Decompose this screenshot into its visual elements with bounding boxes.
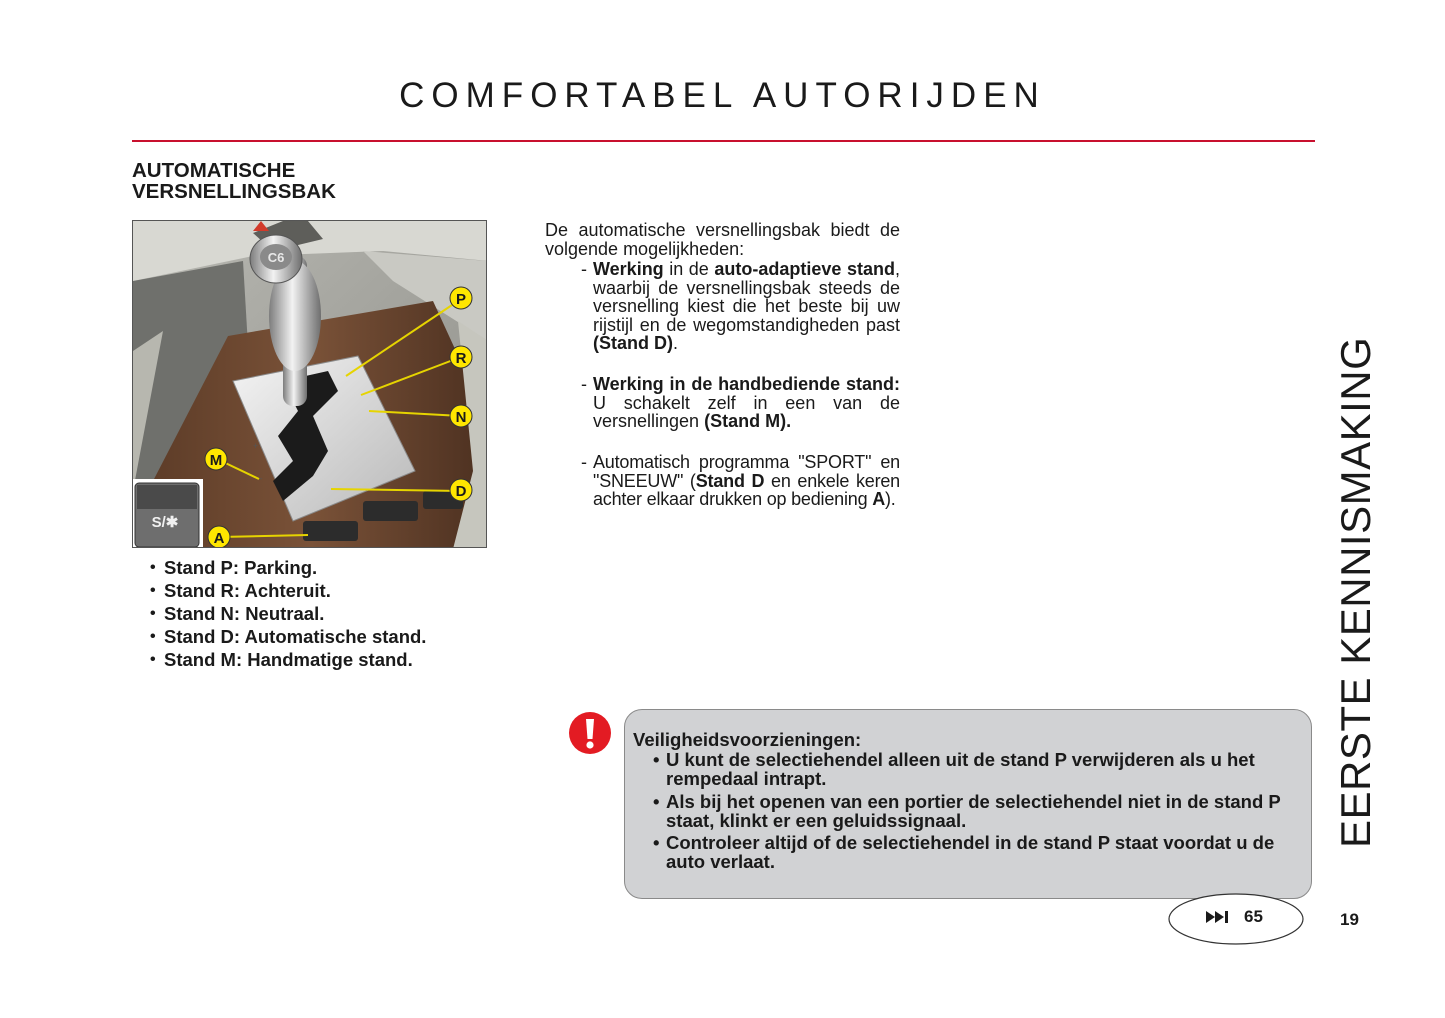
legend-item: • Stand N: Neutraal. [150, 604, 510, 624]
warning-title: Veiligheidsvoorzieningen: [633, 729, 862, 750]
title-divider [132, 140, 1315, 142]
legend-item: • Stand P: Parking. [150, 558, 510, 578]
gear-selector-figure [132, 220, 487, 548]
svg-text:M: M [209, 452, 223, 469]
intro-paragraph: De automatische versnellingsbak biedt de volgende mogelijkheden: [545, 220, 900, 259]
svg-text:N: N [455, 409, 467, 426]
warning-item: • U kunt de selectiehendel alleen uit de stand P verwijderen als u het rempedaal intrapt. [653, 749, 1255, 789]
svg-text:A: A [213, 530, 225, 547]
inset-button-label: S/✱ [151, 514, 179, 531]
callout-r [450, 346, 472, 368]
page-number: 19 [1340, 910, 1359, 929]
side-tab-title: EERSTE KENNISMAKING [1332, 336, 1379, 848]
section-heading-line2: VERSNELLINGSBAK [132, 180, 336, 203]
page-reference-oval[interactable] [1168, 893, 1304, 945]
callout-p [450, 287, 472, 309]
feature-sport-snow: - Automatisch programma "SPORT" en "SNEEUW" (Stand D en enkele keren achter elkaar drukken op bediening A). [581, 452, 900, 509]
feature-auto-adaptive: - Werking in de auto-adaptieve stand, waarbij de versnellingsbak steeds de versnelling kiest die het beste bij uw rijstijl en de wegomstandigheden past (Stand D). [581, 259, 900, 353]
warning-item: • Als bij het openen van een portier de selectiehendel niet in de stand P staat, klinkt er een geluidssignaal. [653, 791, 1281, 831]
section-heading [132, 160, 336, 202]
svg-text:R: R [455, 350, 467, 367]
page-title: COMFORTABEL AUTORIJDEN [399, 76, 1046, 115]
callout-a [208, 526, 230, 548]
reference-page-number[interactable]: 65 [1244, 907, 1263, 926]
fast-forward-icon [1206, 910, 1234, 924]
svg-text:+: + [253, 441, 259, 451]
callout-n [450, 405, 472, 427]
legend-item: • Stand D: Automatische stand. [150, 627, 434, 647]
svg-text:P: P [455, 291, 467, 308]
callout-m [205, 448, 227, 470]
svg-text:D: D [455, 483, 467, 500]
gear-position-legend [150, 558, 510, 673]
legend-item: • Stand R: Achteruit. [150, 581, 510, 601]
warning-item: • Controleer altijd of de selectiehendel in de stand P staat voordat u de auto verlaat. [653, 832, 1275, 872]
legend-item: • Stand M: Handmatige stand. [150, 650, 510, 670]
exclamation-icon [568, 711, 612, 755]
section-heading-line1: AUTOMATISCHE [132, 159, 296, 182]
knob-logo: C6 [267, 250, 285, 265]
gear-selector-illustration [133, 221, 487, 548]
callout-d [450, 479, 472, 501]
feature-manual-mode: - Werking in de handbediende stand: U schakelt zelf in een van de versnellingen (Stand M). [581, 374, 900, 431]
svg-text:–: – [257, 473, 263, 483]
